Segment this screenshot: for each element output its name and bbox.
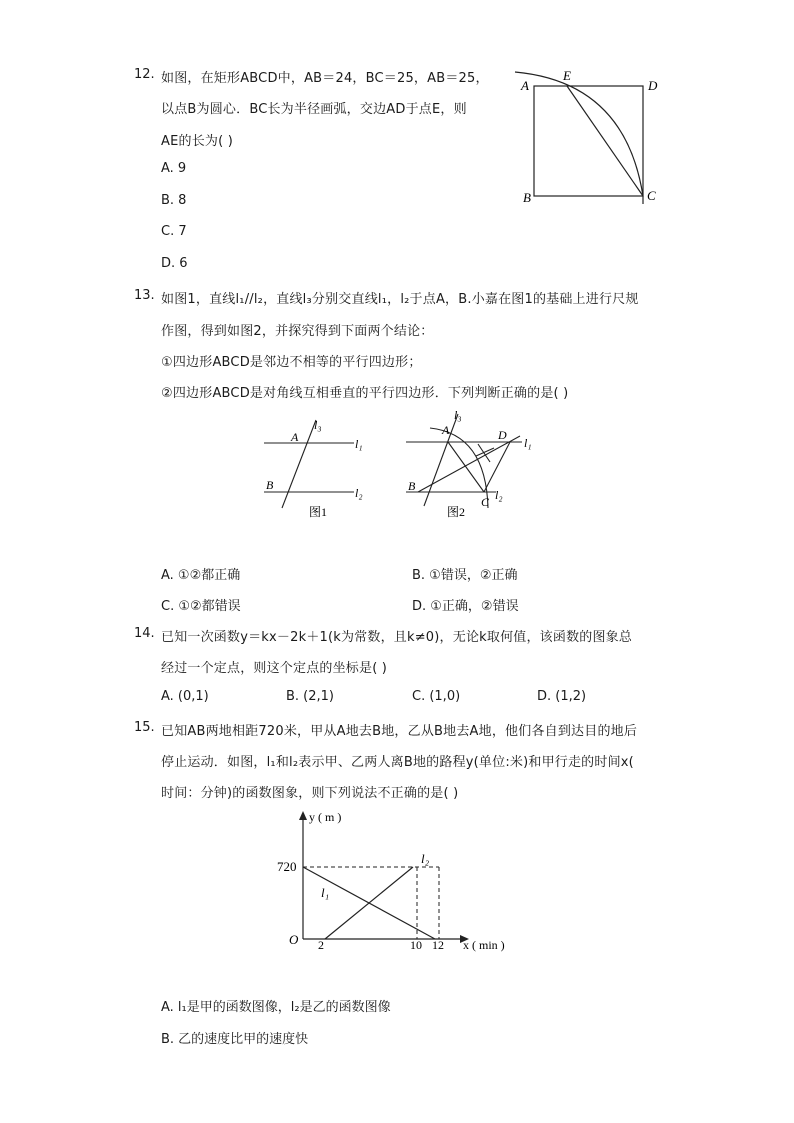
q15-option-a: A. l₁是甲的函数图像，l₂是乙的函数图像 <box>161 1000 391 1015</box>
label-l1: l₁ <box>524 436 532 450</box>
q12-number: 12. <box>134 67 155 82</box>
label-l1: l₁ <box>355 437 363 451</box>
q12-option-c: C. 7 <box>161 224 187 239</box>
q14-option-c: C. (1,0) <box>412 689 461 704</box>
label-d: D <box>648 78 658 93</box>
caption-fig1: 图1 <box>309 505 328 519</box>
label-a: A <box>291 430 299 444</box>
label-e: E <box>563 68 571 83</box>
label-b: B <box>408 479 416 493</box>
caption-fig2: 图2 <box>447 505 466 519</box>
q12-text-line1: 如图，在矩形ABCD中，AB＝24，BC＝25，AB＝25， <box>161 71 489 86</box>
q15-text-line3: 时间：分钟)的函数图象，则下列说法不正确的是( ) <box>161 786 459 801</box>
q12-text-line3: AE的长为( ) <box>161 134 233 149</box>
x-tick-2: 2 <box>318 938 324 952</box>
q12-figure-rectangle <box>505 62 675 212</box>
q15-text-line1: 已知AB两地相距720米，甲从A地去B地，乙从B地去A地，他们各自到达目的地后 <box>161 724 638 739</box>
q14-number: 14. <box>134 626 155 641</box>
q14-text-line1: 已知一次函数y＝kx－2k＋1(k为常数，且k≠0)，无论k取何值，该函数的图象总 <box>161 630 633 645</box>
diagonal-bd <box>418 436 520 492</box>
q12-text-line2: 以点B为圆心．BC长为半径画弧，交边AD于点E，则 <box>161 102 467 117</box>
q13-text-line4: ②四边形ABCD是对角线互相垂直的平行四边形．下列判断正确的是( ) <box>161 386 569 401</box>
y-axis-arrow <box>299 811 307 820</box>
line-l3 <box>282 420 316 508</box>
q12-option-d: D. 6 <box>161 256 188 271</box>
label-a: A <box>442 423 450 437</box>
label-l3: l₃ <box>454 408 462 422</box>
label-l2: l₂ <box>355 486 363 500</box>
q15-option-b: B. 乙的速度比甲的速度快 <box>161 1032 309 1047</box>
arc-center-b <box>430 428 488 508</box>
q13-text-line3: ①四边形ABCD是邻边不相等的平行四边形； <box>161 355 422 370</box>
q13-option-b: B. ①错误，②正确 <box>412 568 518 583</box>
q13-option-d: D. ①正确，②错误 <box>412 599 519 614</box>
segment-ec <box>567 86 643 196</box>
q13-text-line2: 作图，得到如图2，并探究得到下面两个结论： <box>161 324 434 339</box>
x-tick-12: 12 <box>432 938 444 952</box>
q12-option-b: B. 8 <box>161 193 187 208</box>
q13-figure-1 <box>258 412 378 524</box>
label-b: B <box>523 190 531 205</box>
x-tick-10: 10 <box>410 938 422 952</box>
q13-figure-2 <box>400 404 540 524</box>
q14-text-line2: 经过一个定点，则这个定点的坐标是( ) <box>161 661 388 676</box>
label-d: D <box>498 428 507 442</box>
series-line-2 <box>325 867 413 939</box>
q13-number: 13. <box>134 288 155 303</box>
label-c: C <box>481 495 490 509</box>
x-axis-label: x ( min ) <box>463 938 505 952</box>
segment-ac <box>448 442 484 492</box>
q13-text-line1: 如图1，直线l₁//l₂，直线l₃分别交直线l₁，l₂于点A，B.小嘉在图1的基础上进行尺规 <box>161 292 639 307</box>
q12-option-a: A. 9 <box>161 161 187 176</box>
y-axis-label: y ( m ) <box>309 810 342 824</box>
q14-option-b: B. (2,1) <box>286 689 335 704</box>
q15-text-line2: 停止运动．如图，l₁和l₂表示甲、乙两人离B地的路程y(单位:米)和甲行走的时间x( <box>161 755 634 770</box>
q15-distance-time-graph <box>275 805 535 955</box>
q14-option-d: D. (1,2) <box>537 689 587 704</box>
label-l2: l₂ <box>495 488 503 502</box>
label-c: C <box>647 188 656 203</box>
label-l1: l₁ <box>321 885 330 900</box>
q15-number: 15. <box>134 720 155 735</box>
label-b: B <box>266 478 274 492</box>
side-dc <box>484 442 510 492</box>
q13-option-c: C. ①②都错误 <box>161 599 241 614</box>
series-lines <box>303 867 435 939</box>
label-l2: l₂ <box>421 851 430 866</box>
label-l3: l₃ <box>314 418 322 432</box>
q14-option-a: A. (0,1) <box>161 689 209 704</box>
y-tick-720: 720 <box>277 859 297 874</box>
q13-option-a: A. ①②都正确 <box>161 568 241 583</box>
origin-label: O <box>289 932 299 947</box>
label-a: A <box>521 78 529 93</box>
